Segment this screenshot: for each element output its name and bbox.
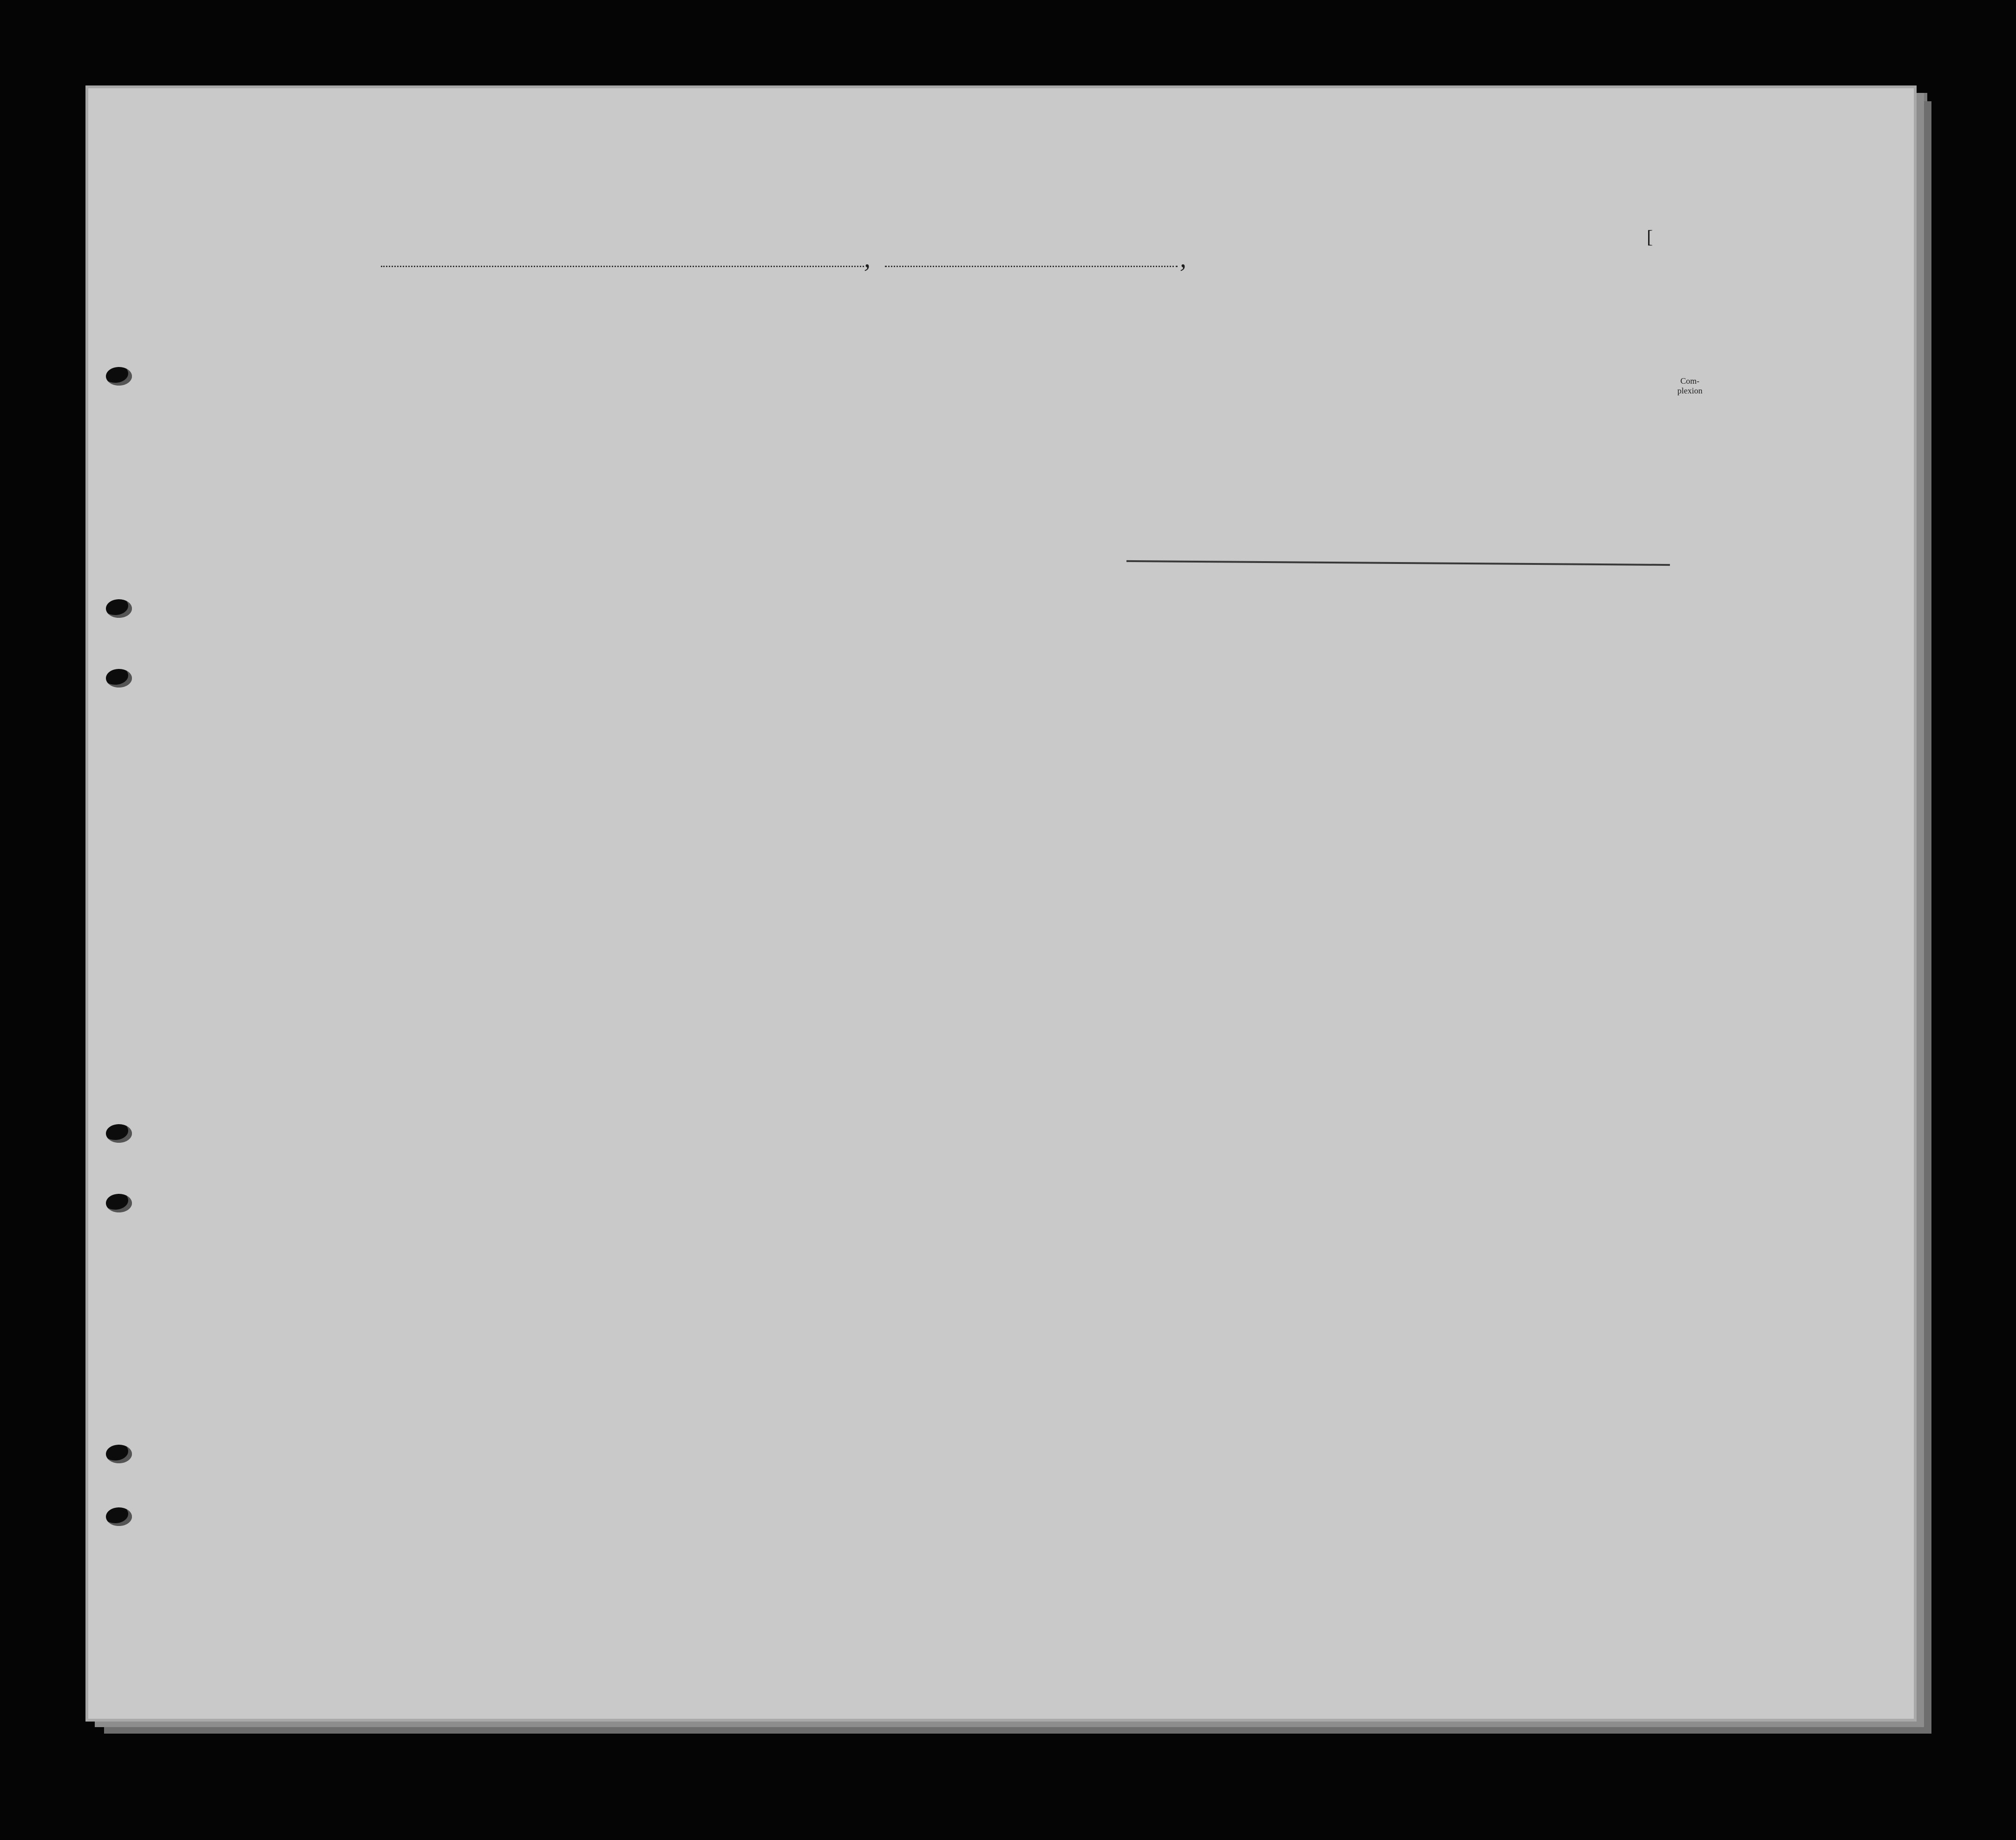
header-purpose-return	[1133, 337, 1171, 444]
header-purpose-citizen	[1226, 337, 1259, 444]
comma-sep: ,	[864, 244, 871, 273]
header-q28	[1345, 327, 1387, 444]
header-polygamist	[1300, 327, 1318, 444]
page-number-bracket: [	[1647, 226, 1653, 247]
header-purpose-length	[1182, 337, 1215, 444]
header-complexion-text: Com- plexion	[1677, 376, 1702, 395]
header-inches	[1623, 413, 1637, 451]
header-ticket	[606, 327, 627, 444]
header-feet	[1600, 418, 1614, 446]
header-money	[722, 327, 744, 444]
header-q29	[1395, 327, 1423, 444]
header-q30	[1443, 327, 1466, 444]
header-prison	[1271, 327, 1298, 444]
header-anarchist	[1322, 327, 1341, 444]
comma-sep: ,	[1180, 244, 1186, 273]
